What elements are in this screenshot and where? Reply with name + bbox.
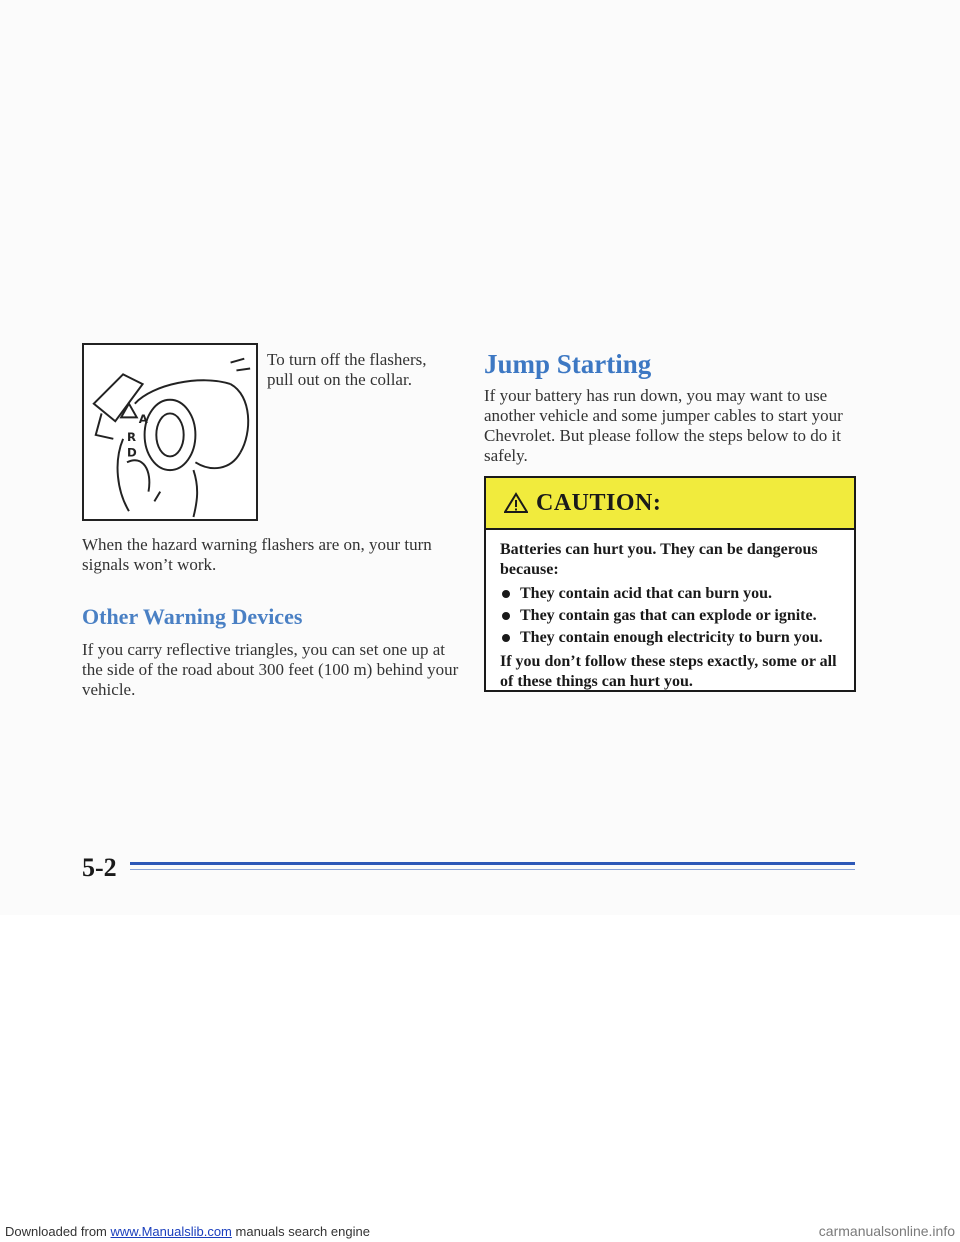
caution-bullet-text: They contain acid that can burn you. bbox=[520, 585, 773, 602]
svg-text:R: R bbox=[127, 429, 137, 444]
caution-bullet-list bbox=[500, 584, 840, 648]
manualslib-link[interactable]: www.Manualslib.com bbox=[110, 1224, 232, 1239]
bullet-icon bbox=[502, 634, 510, 642]
caution-box bbox=[484, 476, 856, 692]
download-credit bbox=[5, 1224, 370, 1239]
hand-pulling-collar-drawing bbox=[84, 345, 256, 519]
caution-closing: If you don’t follow these steps exactly, some or all of these things can hurt you. bbox=[500, 653, 837, 690]
download-suffix: manuals search engine bbox=[235, 1224, 370, 1239]
jump-starting-intro: If your battery has run down, you may want to use another vehicle and some jumper cables to start your Chevrolet. But please follow the steps below to do it safely. bbox=[484, 386, 843, 465]
caution-title: CAUTION: bbox=[536, 489, 662, 516]
caution-bullet bbox=[500, 606, 840, 626]
download-source-bar bbox=[0, 1223, 960, 1242]
warning-triangle-icon bbox=[504, 492, 528, 514]
svg-text:D: D bbox=[127, 445, 137, 460]
footer-rule bbox=[130, 862, 855, 865]
footer-rule-thin bbox=[130, 869, 855, 870]
caution-header bbox=[486, 478, 854, 530]
caution-bullet bbox=[500, 628, 840, 648]
caution-bullet bbox=[500, 584, 840, 604]
download-prefix: Downloaded from bbox=[5, 1224, 107, 1239]
jump-starting-heading: Jump Starting bbox=[484, 349, 652, 379]
watermark-text: carmanualsonline.info bbox=[818, 1223, 955, 1239]
page-number: 5-2 bbox=[82, 853, 117, 882]
svg-text:A: A bbox=[138, 412, 148, 427]
caution-bullet-text: They contain enough electricity to burn you. bbox=[520, 629, 823, 646]
caution-bullet-text: They contain gas that can explode or ignite. bbox=[520, 607, 817, 624]
hazard-note-paragraph: When the hazard warning flashers are on, your turn signals won’t work. bbox=[82, 535, 432, 574]
hazard-flasher-collar-illustration bbox=[82, 343, 258, 521]
other-warning-devices-heading: Other Warning Devices bbox=[82, 604, 303, 629]
figure-caption: To turn off the flashers, pull out on the collar. bbox=[267, 350, 427, 389]
bullet-icon bbox=[502, 612, 510, 620]
other-warning-devices-paragraph: If you carry reflective triangles, you can set one up at the side of the road about 300 feet (100 m) behind your vehicle. bbox=[82, 640, 459, 699]
caution-body bbox=[486, 530, 854, 692]
bullet-icon bbox=[502, 590, 510, 598]
caution-lead: Batteries can hurt you. They can be dangerous because: bbox=[500, 541, 818, 578]
